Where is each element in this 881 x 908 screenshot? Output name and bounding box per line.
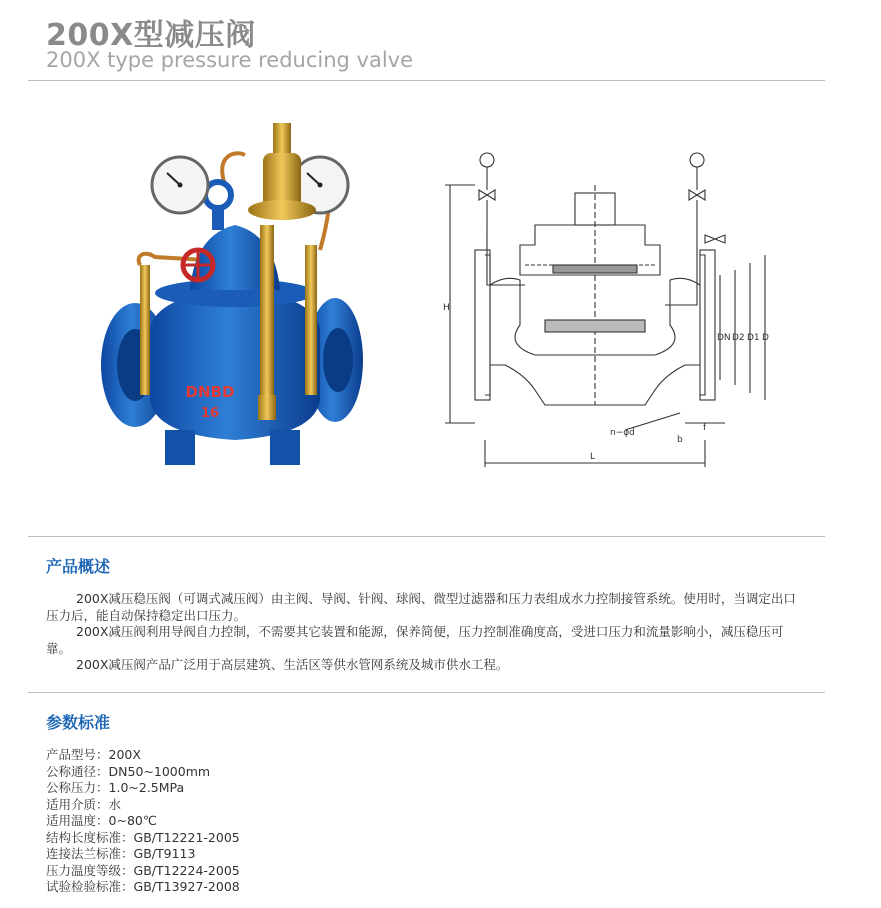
spec-value: GB/T12221-2005 [133, 829, 240, 845]
spec-label: 适用介质 [46, 796, 97, 812]
overview-heading: 产品概述 [46, 557, 111, 576]
overview-paragraph: 200X减压阀利用导阀自力控制，不需要其它装置和能源，保养简便，压力控制准确度高，受进口压力和流量影响小，减压稳压可靠。 [46, 624, 784, 656]
spec-value: 200X [108, 747, 141, 762]
dim-label: D2 [732, 333, 745, 343]
dim-label: H [443, 303, 450, 313]
spec-label: 产品型号 [46, 747, 97, 762]
overview-paragraph: 200X减压阀产品广泛用于高层建筑、生活区等供水管网系统及城市供水工程。 [76, 657, 509, 672]
spec-value: GB/T13927-2008 [133, 879, 240, 894]
title-divider [28, 80, 825, 81]
section-divider [28, 692, 825, 693]
valve-drawing [435, 145, 795, 475]
spec-value: GB/T9113 [133, 846, 196, 861]
overview-paragraph: 200X减压稳压阀（可调式减压阀）由主阀、导阀、针阀、球阀、微型过滤器和压力表组成水力控制接管系统。使用时，当调定出口压力后，能自动保持稳定出口压力。 [46, 591, 796, 623]
dim-label: D [762, 333, 769, 343]
dim-label: f [703, 423, 707, 433]
spec-row: 试验检验标准：GB/T13927-2008 [46, 879, 240, 894]
parameters-list [46, 747, 240, 896]
spec-value: 1.0~2.5MPa [108, 780, 185, 795]
parameters-heading: 参数标准 [46, 713, 111, 732]
spec-label: 试验检验标准 [46, 879, 122, 894]
spec-label: 公称压力 [46, 780, 97, 795]
spec-row: 适用温度：0~80℃ [46, 813, 157, 828]
spec-label: 公称通径 [46, 763, 97, 779]
section-divider [28, 536, 825, 537]
dim-label: n−φd [610, 428, 635, 438]
spec-label: 压力温度等级 [46, 862, 122, 878]
spec-row: 产品型号：200X [46, 747, 141, 762]
dim-label: b [677, 435, 683, 445]
spec-label: 适用温度 [46, 813, 97, 828]
spec-label: 连接法兰标准 [46, 846, 122, 861]
valve-photo [95, 115, 365, 480]
spec-label: 结构长度标准 [46, 829, 122, 845]
body-number: 16 [200, 406, 220, 421]
spec-row: 压力温度等级：GB/T12224-2005 [46, 862, 240, 878]
dim-label: DN [717, 333, 731, 343]
dim-label: L [590, 452, 596, 462]
spec-value: 0~80℃ [108, 813, 157, 828]
spec-value: DN50~1000mm [108, 763, 211, 779]
page-title: 200X型减压阀 [46, 18, 256, 53]
spec-row: 结构长度标准：GB/T12221-2005 [46, 829, 240, 845]
spec-row: 连接法兰标准：GB/T9113 [46, 846, 196, 861]
spec-value: GB/T12224-2005 [133, 862, 240, 878]
spec-row: 公称压力：1.0~2.5MPa [46, 780, 185, 795]
dim-label: D1 [747, 333, 760, 343]
spec-row: 适用介质：水 [46, 796, 122, 812]
page-subtitle: 200X type pressure reducing valve [46, 48, 414, 72]
spec-value: 水 [108, 796, 122, 812]
body-marking: DNBD [185, 383, 235, 401]
overview-text [46, 591, 806, 674]
spec-row: 公称通径：DN50~1000mm [46, 763, 211, 779]
